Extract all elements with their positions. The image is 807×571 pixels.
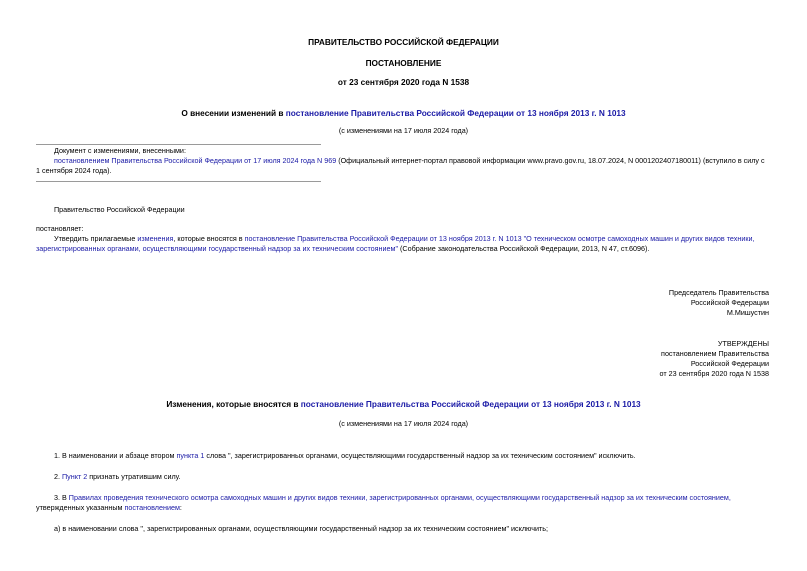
approval-line-3: Российской Федерации [690, 359, 769, 368]
item-1-text-a: 1. В наименовании и абзаце втором [54, 451, 177, 460]
section2-title-link[interactable]: постановление Правительства Российской Федерации от 13 ноября 2013 г. N 1013 [300, 399, 641, 409]
item-3a: а) в наименовании слова ", зарегистрированных органами, осуществляющими государственный надзор за их техническим состоянием" исключить; [54, 524, 549, 533]
approval-line-4: от 23 сентября 2020 года N 1538 [659, 369, 769, 378]
changes-rest-2: 1 сентября 2024 года). [36, 166, 112, 175]
approval-label: УТВЕРЖДЕНЫ [717, 339, 769, 348]
government-heading: ПРАВИТЕЛЬСТВО РОССИЙСКОЙ ФЕДЕРАЦИИ [308, 37, 499, 47]
changes-rest-1: (Официальный интернет-портал правовой информации www.pravo.gov.ru, 18.07.2024, N 0001202407180011) (вступило в силу с [336, 156, 765, 165]
item-2-number: 2. [54, 472, 62, 481]
document-title [0, 108, 807, 118]
item-3-line-2 [36, 503, 182, 513]
signature-body: Российской Федерации [690, 298, 769, 307]
section2-title-prefix: Изменения, которые вносятся в [166, 399, 301, 409]
item-1-text-b: слова ", зарегистрированных органами, осуществляющими государственный надзор за их техническим состоянием" исключить. [204, 451, 636, 460]
p1-link-changes[interactable]: изменения [137, 234, 174, 243]
item-3-link-rules[interactable]: Правилах проведения технического осмотра самоходных машин и других видов техники, зарегистрированных органами, осуществляющими государственный надзор за их техническим состоянием, [68, 493, 731, 502]
changes-link[interactable]: постановлением Правительства Российской Федерации от 17 июля 2024 года N 969 [54, 156, 337, 165]
item-3-text-b: утвержденных указанным [36, 503, 125, 512]
author: Правительство Российской Федерации [54, 205, 185, 214]
p1-text-c: (Собрание законодательства Российской Федерации, 2013, N 47, ст.6096). [398, 244, 650, 253]
changes-divider-bottom [36, 181, 321, 182]
item-3-link-decree[interactable]: постановлением [124, 503, 180, 512]
item-2-text: признать утратившим силу. [87, 472, 181, 481]
item-1-link[interactable]: пункта 1 [176, 451, 205, 460]
title-prefix: О внесении изменений в [181, 108, 286, 118]
date-number: от 23 сентября 2020 года N 1538 [337, 77, 470, 87]
item-3-text-a: 3. В [54, 493, 69, 502]
signature-position: Председатель Правительства [668, 288, 769, 297]
signature-name: М.Мишустин [726, 308, 769, 317]
item-2-link[interactable]: Пункт 2 [62, 472, 88, 481]
title-link[interactable]: постановление Правительства Российской Федерации от 13 ноября 2013 г. N 1013 [285, 108, 626, 118]
item-1 [54, 451, 636, 461]
p1-link-decree[interactable]: постановление Правительства Российской Федерации от 13 ноября 2013 г. N 1013 "О техническом осмотре самоходных машин и других видов техники, [244, 234, 755, 243]
decrees-word: постановляет: [36, 224, 84, 233]
p1-text-a: Утвердить прилагаемые [54, 234, 138, 243]
p1-text-b: , которые вносятся в [173, 234, 245, 243]
changes-intro: Документ с изменениями, внесенными: [54, 146, 186, 155]
section2-title [0, 399, 807, 409]
changes-detail [54, 156, 770, 166]
document-type: ПОСТАНОВЛЕНИЕ [365, 58, 442, 68]
p1-link-decree-cont[interactable]: зарегистрированных органами, осуществляющими государственный надзор за их техническим состоянием" [36, 244, 399, 253]
approval-line-2: постановлением Правительства [661, 349, 769, 358]
changes-divider-top [36, 144, 321, 145]
section2-edition-note: (с изменениями на 17 июля 2024 года) [338, 419, 469, 428]
item-3-line-1 [54, 493, 770, 503]
paragraph-1-line-1 [54, 234, 770, 244]
edition-note: (с изменениями на 17 июля 2024 года) [338, 126, 469, 135]
paragraph-1-line-2 [36, 244, 649, 254]
item-2 [54, 472, 181, 482]
item-3-text-c: : [179, 503, 182, 512]
